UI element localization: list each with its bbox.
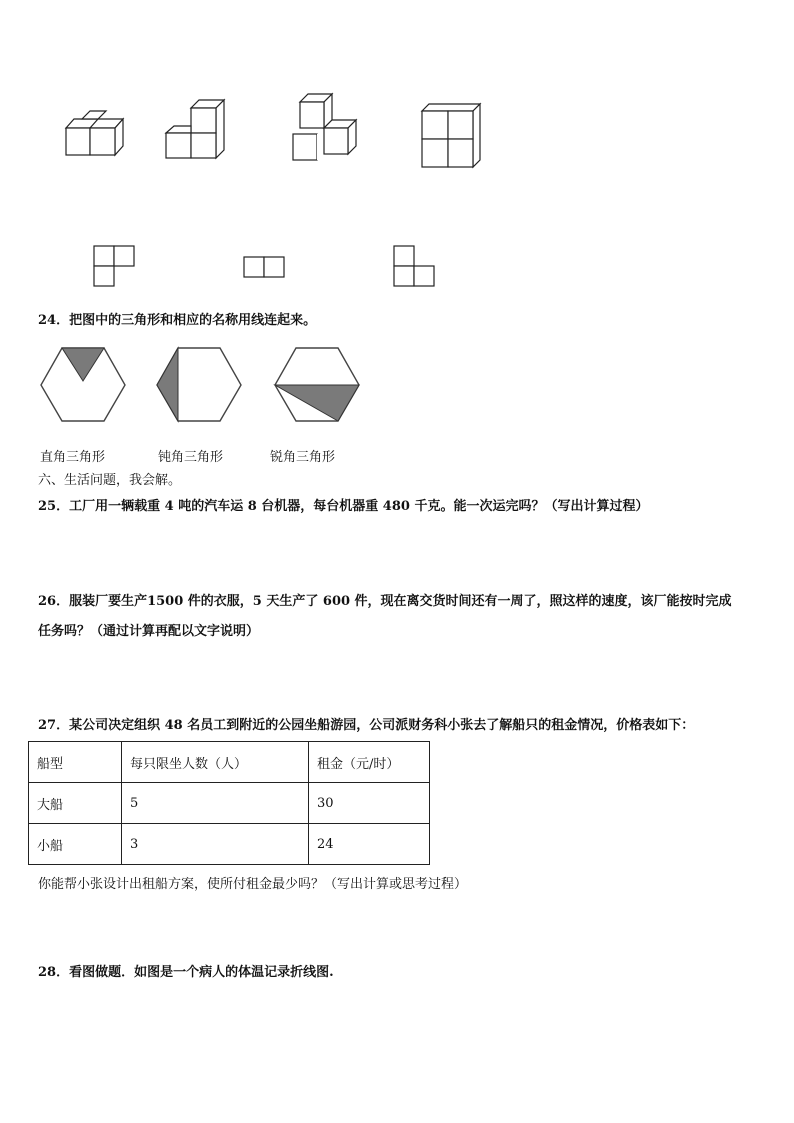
cube-figure-4 [420, 104, 488, 168]
triangle-label-obtuse: 钝角三角形 [158, 450, 224, 465]
cube-figure-2 [164, 100, 234, 162]
view-figure-2 [244, 257, 288, 279]
cube-figure-1 [60, 108, 130, 160]
table-header-cell: 租金（元/时） [309, 742, 430, 783]
question-24: 24．把图中的三角形和相应的名称用线连起来。 [38, 313, 317, 328]
section-6-heading: 六、生活问题，我会解。 [38, 473, 182, 488]
table-cell: 30 [309, 783, 430, 824]
question-27-followup: 你能帮小张设计出租船方案，使所付租金最少吗？（写出计算或思考过程） [38, 877, 468, 892]
hexagon-triangle-1 [40, 347, 128, 423]
table-cell: 5 [122, 783, 309, 824]
question-26-line1: 26．服装厂要生产1500 件的衣服，5 天生产了 600 件，现在离交货时间还有一周了，照这样的速度，该厂能按时完成 [38, 594, 732, 609]
hexagon-triangle-2 [156, 347, 244, 423]
question-26-line2: 任务吗？（通过计算再配以文字说明） [38, 624, 260, 639]
question-28: 28．看图做题．如图是一个病人的体温记录折线图. [38, 965, 334, 980]
triangle-label-right: 直角三角形 [40, 450, 106, 465]
table-cell: 3 [122, 824, 309, 865]
table-cell: 24 [309, 824, 430, 865]
table-header-row [29, 742, 430, 783]
table-header-cell: 船型 [29, 742, 122, 783]
cube-figure-3 [290, 94, 364, 164]
table-row [29, 783, 430, 824]
question-25: 25．工厂用一辆载重 4 吨的汽车运 8 台机器，每台机器重 480 千克。能一次运完吗？（写出计算过程） [38, 499, 649, 514]
view-figure-1 [94, 246, 138, 288]
boat-rental-table [28, 741, 430, 865]
triangle-label-acute: 锐角三角形 [270, 450, 336, 465]
table-row [29, 824, 430, 865]
question-27: 27．某公司决定组织 48 名员工到附近的公园坐船游园，公司派财务科小张去了解船只的租金情况，价格表如下： [38, 718, 695, 733]
table-header-cell: 每只限坐人数（人） [122, 742, 309, 783]
view-figure-3 [394, 246, 438, 288]
hexagon-triangle-3 [274, 347, 362, 423]
table-cell: 大船 [29, 783, 122, 824]
table-cell: 小船 [29, 824, 122, 865]
